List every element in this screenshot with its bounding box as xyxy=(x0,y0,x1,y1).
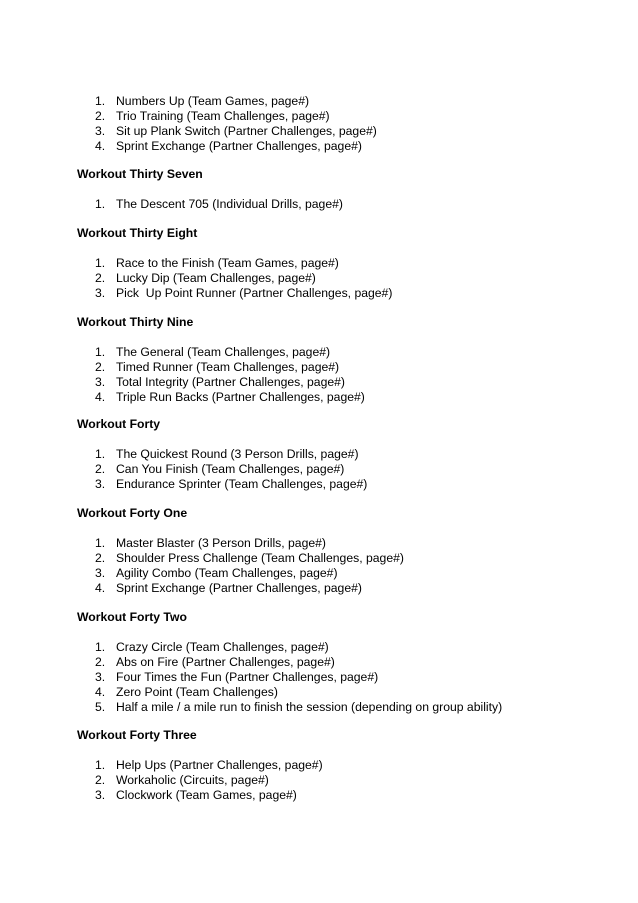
list-text: Zero Point (Team Challenges) xyxy=(116,685,278,699)
list-text: Abs on Fire (Partner Challenges, page#) xyxy=(116,655,335,669)
list-text: The General (Team Challenges, page#) xyxy=(116,345,331,359)
list-number: 3. xyxy=(95,124,106,138)
list-number: 3. xyxy=(95,477,106,491)
list-number: 1. xyxy=(95,640,106,654)
list-text: Master Blaster (3 Person Drills, page#) xyxy=(116,536,326,550)
list-number: 3. xyxy=(95,286,106,300)
list-number: 2. xyxy=(95,271,106,285)
list-number: 3. xyxy=(95,670,106,684)
list-number: 1. xyxy=(95,536,106,550)
list-text: Triple Run Backs (Partner Challenges, page#) xyxy=(116,390,365,404)
list-text: Sit up Plank Switch (Partner Challenges, page#) xyxy=(116,124,377,138)
list-text: Can You Finish (Team Challenges, page#) xyxy=(116,462,345,476)
workout-heading: Workout Thirty Eight xyxy=(77,226,198,240)
list-number: 2. xyxy=(95,655,106,669)
list-text: Total Integrity (Partner Challenges, page#) xyxy=(116,375,345,389)
list-number: 1. xyxy=(95,256,106,270)
list-number: 2. xyxy=(95,109,106,123)
list-text: Half a mile / a mile run to finish the session (depending on group ability) xyxy=(116,700,503,714)
workout-heading: Workout Thirty Nine xyxy=(77,315,194,329)
list-text: Timed Runner (Team Challenges, page#) xyxy=(116,360,340,374)
list-text: Crazy Circle (Team Challenges, page#) xyxy=(116,640,329,654)
list-number: 2. xyxy=(95,773,106,787)
workout-heading: Workout Forty Two xyxy=(77,610,187,624)
list-text: Endurance Sprinter (Team Challenges, page#) xyxy=(116,477,368,491)
list-text: Race to the Finish (Team Games, page#) xyxy=(116,256,339,270)
list-number: 1. xyxy=(95,345,106,359)
list-number: 4. xyxy=(95,390,106,404)
list-number: 4. xyxy=(95,685,106,699)
workout-heading: Workout Thirty Seven xyxy=(77,167,203,181)
list-number: 4. xyxy=(95,581,106,595)
list-number: 1. xyxy=(95,94,106,108)
list-number: 2. xyxy=(95,551,106,565)
workout-heading: Workout Forty xyxy=(77,417,161,431)
list-text: The Descent 705 (Individual Drills, page#) xyxy=(116,197,343,211)
list-text: Help Ups (Partner Challenges, page#) xyxy=(116,758,323,772)
list-number: 2. xyxy=(95,360,106,374)
list-text: Sprint Exchange (Partner Challenges, page#) xyxy=(116,581,362,595)
list-number: 1. xyxy=(95,447,106,461)
list-number: 2. xyxy=(95,462,106,476)
list-text: The Quickest Round (3 Person Drills, page#) xyxy=(116,447,359,461)
workout-heading: Workout Forty One xyxy=(77,506,188,520)
list-number: 3. xyxy=(95,566,106,580)
list-number: 4. xyxy=(95,139,106,153)
list-text: Trio Training (Team Challenges, page#) xyxy=(116,109,330,123)
list-text: Clockwork (Team Games, page#) xyxy=(116,788,297,802)
list-text: Agility Combo (Team Challenges, page#) xyxy=(116,566,338,580)
list-text: Workaholic (Circuits, page#) xyxy=(116,773,269,787)
list-text: Pick Up Point Runner (Partner Challenges, page#) xyxy=(116,286,393,300)
list-number: 1. xyxy=(95,758,106,772)
workout-heading: Workout Forty Three xyxy=(77,728,197,742)
list-text: Numbers Up (Team Games, page#) xyxy=(116,94,310,108)
list-number: 3. xyxy=(95,788,106,802)
list-number: 1. xyxy=(95,197,106,211)
list-text: Four Times the Fun (Partner Challenges, page#) xyxy=(116,670,379,684)
list-number: 5. xyxy=(95,700,106,714)
list-text: Sprint Exchange (Partner Challenges, page#) xyxy=(116,139,362,153)
list-text: Lucky Dip (Team Challenges, page#) xyxy=(116,271,316,285)
list-text: Shoulder Press Challenge (Team Challenges, page#) xyxy=(116,551,404,565)
list-number: 3. xyxy=(95,375,106,389)
